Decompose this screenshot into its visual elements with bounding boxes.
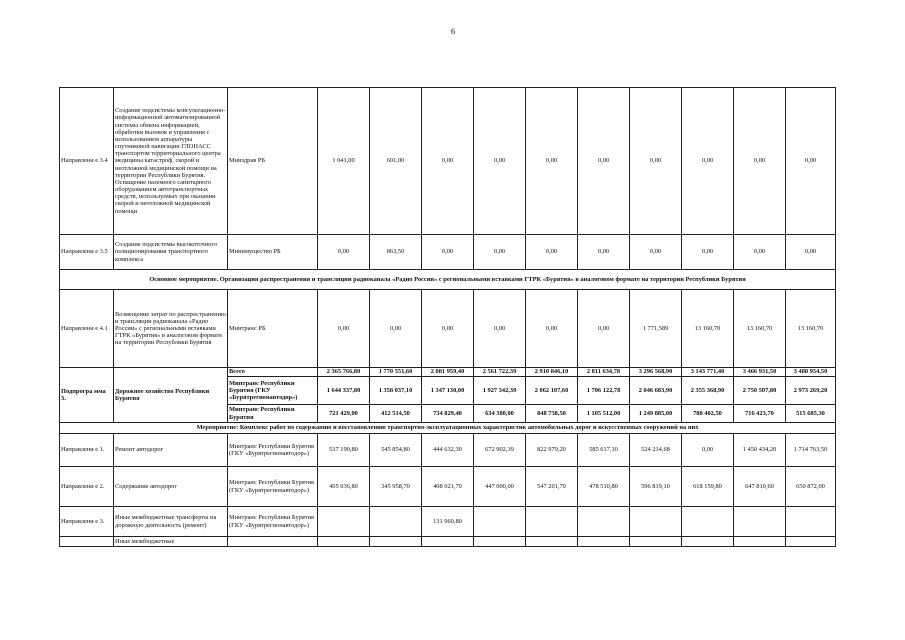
value-cell: 0,00 [578, 235, 630, 270]
value-cell: 734 829,40 [422, 405, 474, 423]
value-cell [682, 537, 734, 547]
value-cell: 0,00 [526, 290, 578, 368]
subprogram-cell: Подпрогра мма 3. [60, 368, 114, 423]
value-cell: 1 041,00 [318, 88, 370, 235]
value-cell: 478 510,80 [578, 467, 630, 507]
value-cell [318, 507, 370, 537]
executor-cell: Минтранс РБ [228, 290, 318, 368]
value-cell [474, 507, 526, 537]
value-cell: 0,00 [370, 290, 422, 368]
value-cell: 345 958,70 [370, 467, 422, 507]
value-cell [578, 537, 630, 547]
value-cell: 131 960,80 [422, 507, 474, 537]
direction-cell: Направлени е 3.4 [60, 88, 114, 235]
value-cell: 0,00 [682, 434, 734, 467]
table-row [60, 270, 836, 290]
executor-cell: Минздрав РБ [228, 88, 318, 235]
value-cell: 0,00 [474, 235, 526, 270]
value-cell: 2 046 683,90 [630, 377, 682, 405]
total-cell: 2 910 846,10 [526, 368, 578, 377]
total-cell: 2 811 634,78 [578, 368, 630, 377]
budget-table [59, 87, 836, 547]
value-cell: 0,00 [526, 88, 578, 235]
value-cell [578, 507, 630, 537]
value-cell: 716 423,70 [734, 405, 786, 423]
value-cell: 634 380,00 [474, 405, 526, 423]
value-cell: 0,00 [786, 235, 836, 270]
value-cell [526, 507, 578, 537]
value-cell: 1 714 763,50 [786, 434, 836, 467]
direction-cell: Направлени е 3. [60, 507, 114, 537]
value-cell: 0,00 [630, 88, 682, 235]
value-cell: 0,00 [682, 88, 734, 235]
value-cell: 0,00 [526, 235, 578, 270]
section-heading: Мероприятие: Комплекс работ по содержанию и восстановлению транспортно-эксплуатационных характеристик автомобильных дорог и искусственных сооружений на них [60, 423, 836, 434]
description-cell: Содержание автодорог [114, 467, 228, 507]
value-cell [630, 537, 682, 547]
value-cell: 545 854,80 [370, 434, 422, 467]
value-cell: 0,00 [734, 235, 786, 270]
value-cell: 515 685,30 [786, 405, 836, 423]
value-cell: 0,00 [474, 290, 526, 368]
value-cell: 647 810,60 [734, 467, 786, 507]
value-cell: 405 036,80 [318, 467, 370, 507]
value-cell: 672 902,39 [474, 434, 526, 467]
value-cell: 0,00 [578, 290, 630, 368]
value-cell [318, 537, 370, 547]
value-cell [474, 537, 526, 547]
description-cell: Иные межбюджетные [114, 537, 228, 547]
value-cell: 0,00 [682, 235, 734, 270]
value-cell: 1 450 434,20 [734, 434, 786, 467]
value-cell: 848 738,50 [526, 405, 578, 423]
value-cell: 596 819,10 [630, 467, 682, 507]
total-cell: 1 770 551,60 [370, 368, 422, 377]
value-cell: 585 617,10 [578, 434, 630, 467]
value-cell: 412 514,50 [370, 405, 422, 423]
table-row [60, 537, 836, 547]
value-cell: 618 159,80 [682, 467, 734, 507]
value-cell: 408 021,70 [422, 467, 474, 507]
value-cell: 0,00 [318, 235, 370, 270]
value-cell: 0,00 [422, 235, 474, 270]
value-cell: 537 190,80 [318, 434, 370, 467]
section-heading: Основное мероприятие. Организация распространения и трансляции радиоканала «Радио России» с региональными вставками ГТРК «Бурятия» в аналоговом формате на территории Республики Бурятия [60, 270, 836, 290]
value-cell: 0,00 [474, 88, 526, 235]
value-cell [370, 537, 422, 547]
direction-cell: Направлени е 3.5 [60, 235, 114, 270]
value-cell: 524 214,68 [630, 434, 682, 467]
total-cell: 2 365 766,80 [318, 368, 370, 377]
value-cell: 1 771,589 [630, 290, 682, 368]
value-cell [370, 507, 422, 537]
value-cell: 822 979,20 [526, 434, 578, 467]
value-cell: 0,00 [422, 88, 474, 235]
direction-cell: Направлени е 1. [60, 434, 114, 467]
value-cell: 2 062 107,60 [526, 377, 578, 405]
value-cell: 0,00 [786, 88, 836, 235]
value-cell: 2 973 269,20 [786, 377, 836, 405]
description-cell: Возмещение затрат по распространению и трансляции радиоканала «Радио России» с региональными вставками ГТРК «Бурятия» в аналоговом формате на территории Республики Бурятия [114, 290, 228, 368]
value-cell [682, 507, 734, 537]
value-cell: 547 201,70 [526, 467, 578, 507]
total-cell: 3 143 771,40 [682, 368, 734, 377]
executor-cell: Минтранс Республики Бурятия (ГКУ «Бурятрегионавтодор») [228, 434, 318, 467]
total-cell: 3 466 931,50 [734, 368, 786, 377]
table-row [60, 434, 836, 467]
executor-cell: Минтранс Республики Бурятия (ГКУ «Бурятрегионавтодор») [228, 507, 318, 537]
description-cell: Создание подсистемы консультационно-информационной автоматизированной системы обмена информацией, обработки вызовов и управления с использованием аппаратуры спутниковой навигации ГЛОНАСС транспортом территориального центра медицины катастроф, скорой и неотложной медицинской помощи на территории Республики Бурятия. Оснащение наземного санитарного оборудованием автотранспортных средств, используемых при оказании скорой и неотложной медицинской помощи [114, 88, 228, 235]
value-cell: 13 160,70 [682, 290, 734, 368]
executor-cell: Минтранс Республики Бурятия [228, 405, 318, 423]
value-cell: 0,00 [578, 88, 630, 235]
total-cell: 2 081 959,40 [422, 368, 474, 377]
executor-cell [228, 537, 318, 547]
value-cell: 721 429,00 [318, 405, 370, 423]
table-row [60, 88, 836, 235]
executor-cell: Минтранс Республики Бурятия (ГКУ «Бурятрегионавтодор») [228, 377, 318, 405]
subprogram-title: Дорожное хозяйство Республики Бурятия [114, 368, 228, 423]
total-cell: 3 296 568,90 [630, 368, 682, 377]
direction-cell: Направлени е 4.1 [60, 290, 114, 368]
value-cell [630, 507, 682, 537]
value-cell: 0,00 [318, 290, 370, 368]
value-cell: 863,50 [370, 235, 422, 270]
value-cell: 601,00 [370, 88, 422, 235]
value-cell: 1 927 342,39 [474, 377, 526, 405]
table-row [60, 423, 836, 434]
total-cell: 2 561 722,39 [474, 368, 526, 377]
value-cell: 1 358 037,10 [370, 377, 422, 405]
value-cell: 2 355 368,90 [682, 377, 734, 405]
description-cell: Создание подсистемы высокоточного позиционирования транспортного комплекса [114, 235, 228, 270]
direction-cell: Направлени е 2. [60, 467, 114, 507]
executor-cell: Минтранс Республики Бурятия (ГКУ «Бурятрегионавтодор») [228, 467, 318, 507]
value-cell: 788 402,50 [682, 405, 734, 423]
total-label: Всего [228, 368, 318, 377]
direction-cell [60, 537, 114, 547]
value-cell [786, 537, 836, 547]
value-cell [734, 507, 786, 537]
value-cell: 13 160,70 [734, 290, 786, 368]
table-row [60, 368, 836, 377]
value-cell [786, 507, 836, 537]
description-cell: Ремонт автодорог [114, 434, 228, 467]
table-row [60, 290, 836, 368]
total-cell: 3 488 954,50 [786, 368, 836, 377]
value-cell: 444 632,30 [422, 434, 474, 467]
description-cell: Иные межбюджетные трансферты на дорожную деятельность (ремонт) [114, 507, 228, 537]
value-cell: 0,00 [630, 235, 682, 270]
value-cell: 2 750 507,80 [734, 377, 786, 405]
value-cell: 1 105 512,00 [578, 405, 630, 423]
value-cell: 447 000,00 [474, 467, 526, 507]
value-cell: 1 249 885,00 [630, 405, 682, 423]
value-cell: 1 706 122,78 [578, 377, 630, 405]
value-cell: 650 872,00 [786, 467, 836, 507]
value-cell [734, 537, 786, 547]
value-cell [422, 537, 474, 547]
value-cell: 1 644 337,80 [318, 377, 370, 405]
value-cell: 0,00 [734, 88, 786, 235]
page-number: 6 [451, 27, 455, 36]
executor-cell: Минимущество РБ [228, 235, 318, 270]
value-cell [526, 537, 578, 547]
table-row [60, 507, 836, 537]
value-cell: 1 347 130,00 [422, 377, 474, 405]
table-row [60, 235, 836, 270]
value-cell: 13 160,70 [786, 290, 836, 368]
value-cell: 0,00 [422, 290, 474, 368]
table-row [60, 467, 836, 507]
